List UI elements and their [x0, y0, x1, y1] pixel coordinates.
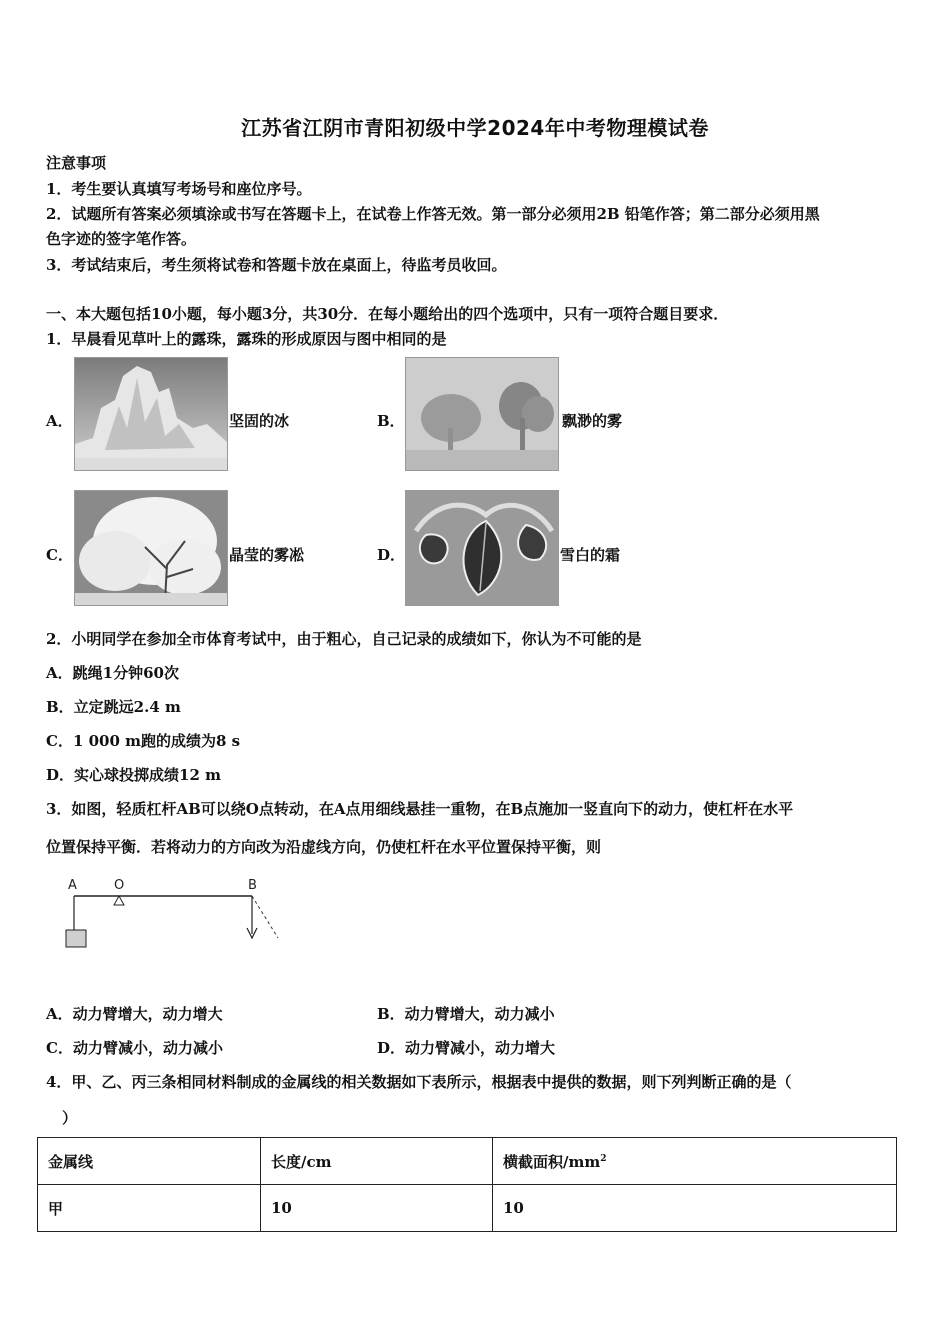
q1-option-b-caption: 飘渺的雾 — [562, 412, 623, 430]
rime-image — [74, 490, 228, 606]
q3-option-d: D．动力臂减小，动力增大 — [377, 1039, 556, 1057]
q4-stem-line2: ） — [62, 1109, 78, 1127]
label-b: B — [248, 878, 257, 893]
table-cell: 甲 — [38, 1185, 261, 1232]
q1-option-d-label: D． — [377, 546, 406, 564]
q1-option-a-label: A． — [46, 412, 73, 430]
table-row — [38, 1185, 897, 1232]
frost-image — [405, 490, 559, 606]
fog-image — [405, 357, 559, 471]
table-cell: 10 — [261, 1185, 493, 1232]
ice-image — [74, 357, 228, 471]
table-header-row — [38, 1138, 897, 1185]
table-header: 金属线 — [38, 1138, 261, 1185]
q2-stem: 2．小明同学在参加全市体育考试中，由于粗心，自己记录的成绩如下，你认为不可能的是 — [46, 630, 642, 648]
notice-item: 色字迹的签字笔作答。 — [46, 230, 197, 248]
table-header: 横截面积$/mm^2$ — [493, 1138, 897, 1185]
table-cell: 10 — [493, 1185, 897, 1232]
section-heading: 一、本大题包括10小题，每小题3分，共30分．在每小题给出的四个选项中，只有一项符合题目要求． — [46, 305, 729, 323]
weight — [66, 930, 86, 947]
q1-option-a-caption: 坚固的冰 — [229, 412, 290, 430]
lever-diagram — [60, 872, 290, 954]
q1-stem: 1．早晨看见草叶上的露珠，露珠的形成原因与图中相同的是 — [46, 330, 447, 348]
q3-option-a: A．动力臂增大，动力增大 — [46, 1005, 223, 1023]
q4-stem-line1: 4．甲、乙、丙三条相同材料制成的金属线的相关数据如下表所示，根据表中提供的数据，则下列判断正确的是（ — [46, 1073, 792, 1091]
fulcrum — [114, 896, 124, 905]
q2-option-b: B．立定跳远2.4 m — [46, 698, 181, 716]
label-o: O — [114, 878, 125, 893]
notice-item: 2．试题所有答案必须填涂或书写在答题卡上，在试卷上作答无效。第一部分必须用2B 铅笔作答；第二部分必须用黑 — [46, 205, 820, 223]
q2-option-c: C．1 000 m跑的成绩为8 s — [46, 732, 241, 750]
notice-heading: 注意事项 — [46, 154, 107, 172]
label-a: A — [68, 878, 77, 893]
metal-wire-table — [37, 1137, 897, 1232]
dashed-direction — [252, 896, 278, 938]
q3-option-b: B．动力臂增大，动力减小 — [377, 1005, 555, 1023]
notice-item: 3．考试结束后，考生须将试卷和答题卡放在桌面上，待监考员收回。 — [46, 256, 507, 274]
q1-option-d-caption: 雪白的霜 — [560, 546, 621, 564]
q3-stem-line1: 3．如图，轻质杠杆AB可以绕O点转动，在A点用细线悬挂一重物，在B点施加一竖直向下的动力，使杠杆在水平 — [46, 800, 794, 818]
q3-stem-line2: 位置保持平衡．若将动力的方向改为沿虚线方向，仍使杠杆在水平位置保持平衡，则 — [46, 838, 602, 856]
q1-option-c-caption: 晶莹的雾凇 — [229, 546, 305, 564]
page-title: 江苏省江阴市青阳初级中学2024年中考物理模试卷 — [241, 116, 709, 140]
q1-option-c-label: C． — [46, 546, 73, 564]
table-header: 长度/cm — [261, 1138, 493, 1185]
q2-option-a: A．跳绳1分钟60次 — [46, 664, 179, 682]
q1-option-b-label: B． — [377, 412, 405, 430]
q2-option-d: D．实心球投掷成绩12 m — [46, 766, 221, 784]
q3-option-c: C．动力臂减小，动力减小 — [46, 1039, 223, 1057]
notice-item: 1．考生要认真填写考场号和座位序号。 — [46, 180, 312, 198]
